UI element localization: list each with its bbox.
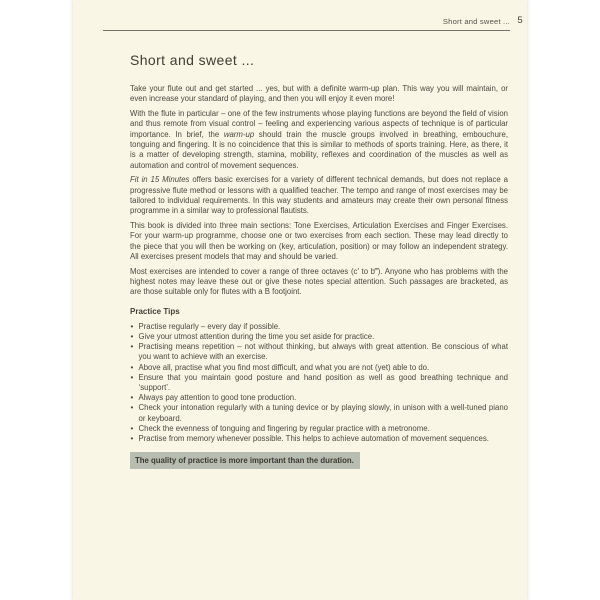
running-header-title: Short and sweet ... xyxy=(442,17,510,26)
fit-paragraph-post: offers basic exercises for a variety of different technical demands, but does not replace a progressive flute method or lessons with a qualified teacher. The tempo and range of most exercises may be tailored to individual requirements. In this way students and amateurs may create their own personal fitness programme in a similar way to professional flautists. xyxy=(130,175,508,216)
practice-tip: • Check the evenness of tonguing and fingering by regular practice with a metronome. xyxy=(130,424,508,434)
flute-technique-paragraph xyxy=(130,109,508,171)
octave-range-paragraph: Most exercises are intended to cover a range of three octaves (c′ to b‴). Anyone who has problems with the highest notes may leave these out or give these notes special attention. Such passages are bracketed, as are those suitable only for flutes with a B footjoint. xyxy=(130,266,508,297)
practice-tip: • Practise regularly – every day if possible. xyxy=(130,322,508,332)
flute-paragraph-post: should train the muscle groups involved in breathing, embouchure, tonguing and fingering. It is no coincidence that this is similar to methods of sports training. Here, as there, it is a matter of developing strength, stamina, mobility, reflexes and coordination of the muscles as well as automation and control of movement sequences. xyxy=(130,129,508,170)
flute-paragraph-italic-term: warm-up xyxy=(223,129,255,139)
practice-tip: • Give your utmost attention during the time you set aside for practice. xyxy=(130,332,508,342)
flute-paragraph-pre: With the flute in particular – one of the few instruments whose playing functions are beyond the field of vision and thus remote from visual control – feeling and experiencing various aspects of technique is of particular importance. In brief, the xyxy=(130,108,508,139)
practice-tip: • Ensure that you maintain good posture and hand position as well as good breathing technique and ‘support’. xyxy=(130,373,508,393)
fit-in-15-minutes-paragraph xyxy=(130,175,508,217)
practice-tip: • Above all, practise what you find most difficult, and what you are not (yet) able to do. xyxy=(130,363,508,373)
page-content xyxy=(130,52,508,469)
practice-tips-list xyxy=(130,322,508,444)
practice-tip: • Always pay attention to good tone production. xyxy=(130,393,508,403)
practice-tip: • Check your intonation regularly with a tuning device or by playing slowly, in unison with a well-tuned piano or keyboard. xyxy=(130,403,508,423)
practice-tips-heading: Practice Tips xyxy=(130,306,180,316)
intro-paragraph: Take your flute out and get started ... yes, but with a definite warm-up plan. This way you will maintain, or even increase your standard of playing, and then you will enjoy it even more! xyxy=(130,84,508,104)
quality-callout: The quality of practice is more important than the duration. xyxy=(130,452,360,469)
page-title: Short and sweet ... xyxy=(130,52,255,68)
header-rule xyxy=(103,30,510,31)
practice-tip: • Practising means repetition – not without thinking, but always with great attention. Be conscious of what you want to achieve with an exercise. xyxy=(130,342,508,362)
book-structure-paragraph: This book is divided into three main sections: Tone Exercises, Articulation Exercises and Finger Exercises. For your warm-up programme, choose one or two exercises from each section. These may lead directly to the piece that you will then be working on (key, articulation, position) or may follow an independent strategy. All exercises present models that may and should be varied. xyxy=(130,220,508,262)
book-page xyxy=(73,0,527,600)
practice-tip: • Practise from memory whenever possible. This helps to achieve automation of movement sequences. xyxy=(130,434,508,444)
book-title-italic: Fit in 15 Minutes xyxy=(130,175,190,185)
page-number: 5 xyxy=(517,14,523,26)
